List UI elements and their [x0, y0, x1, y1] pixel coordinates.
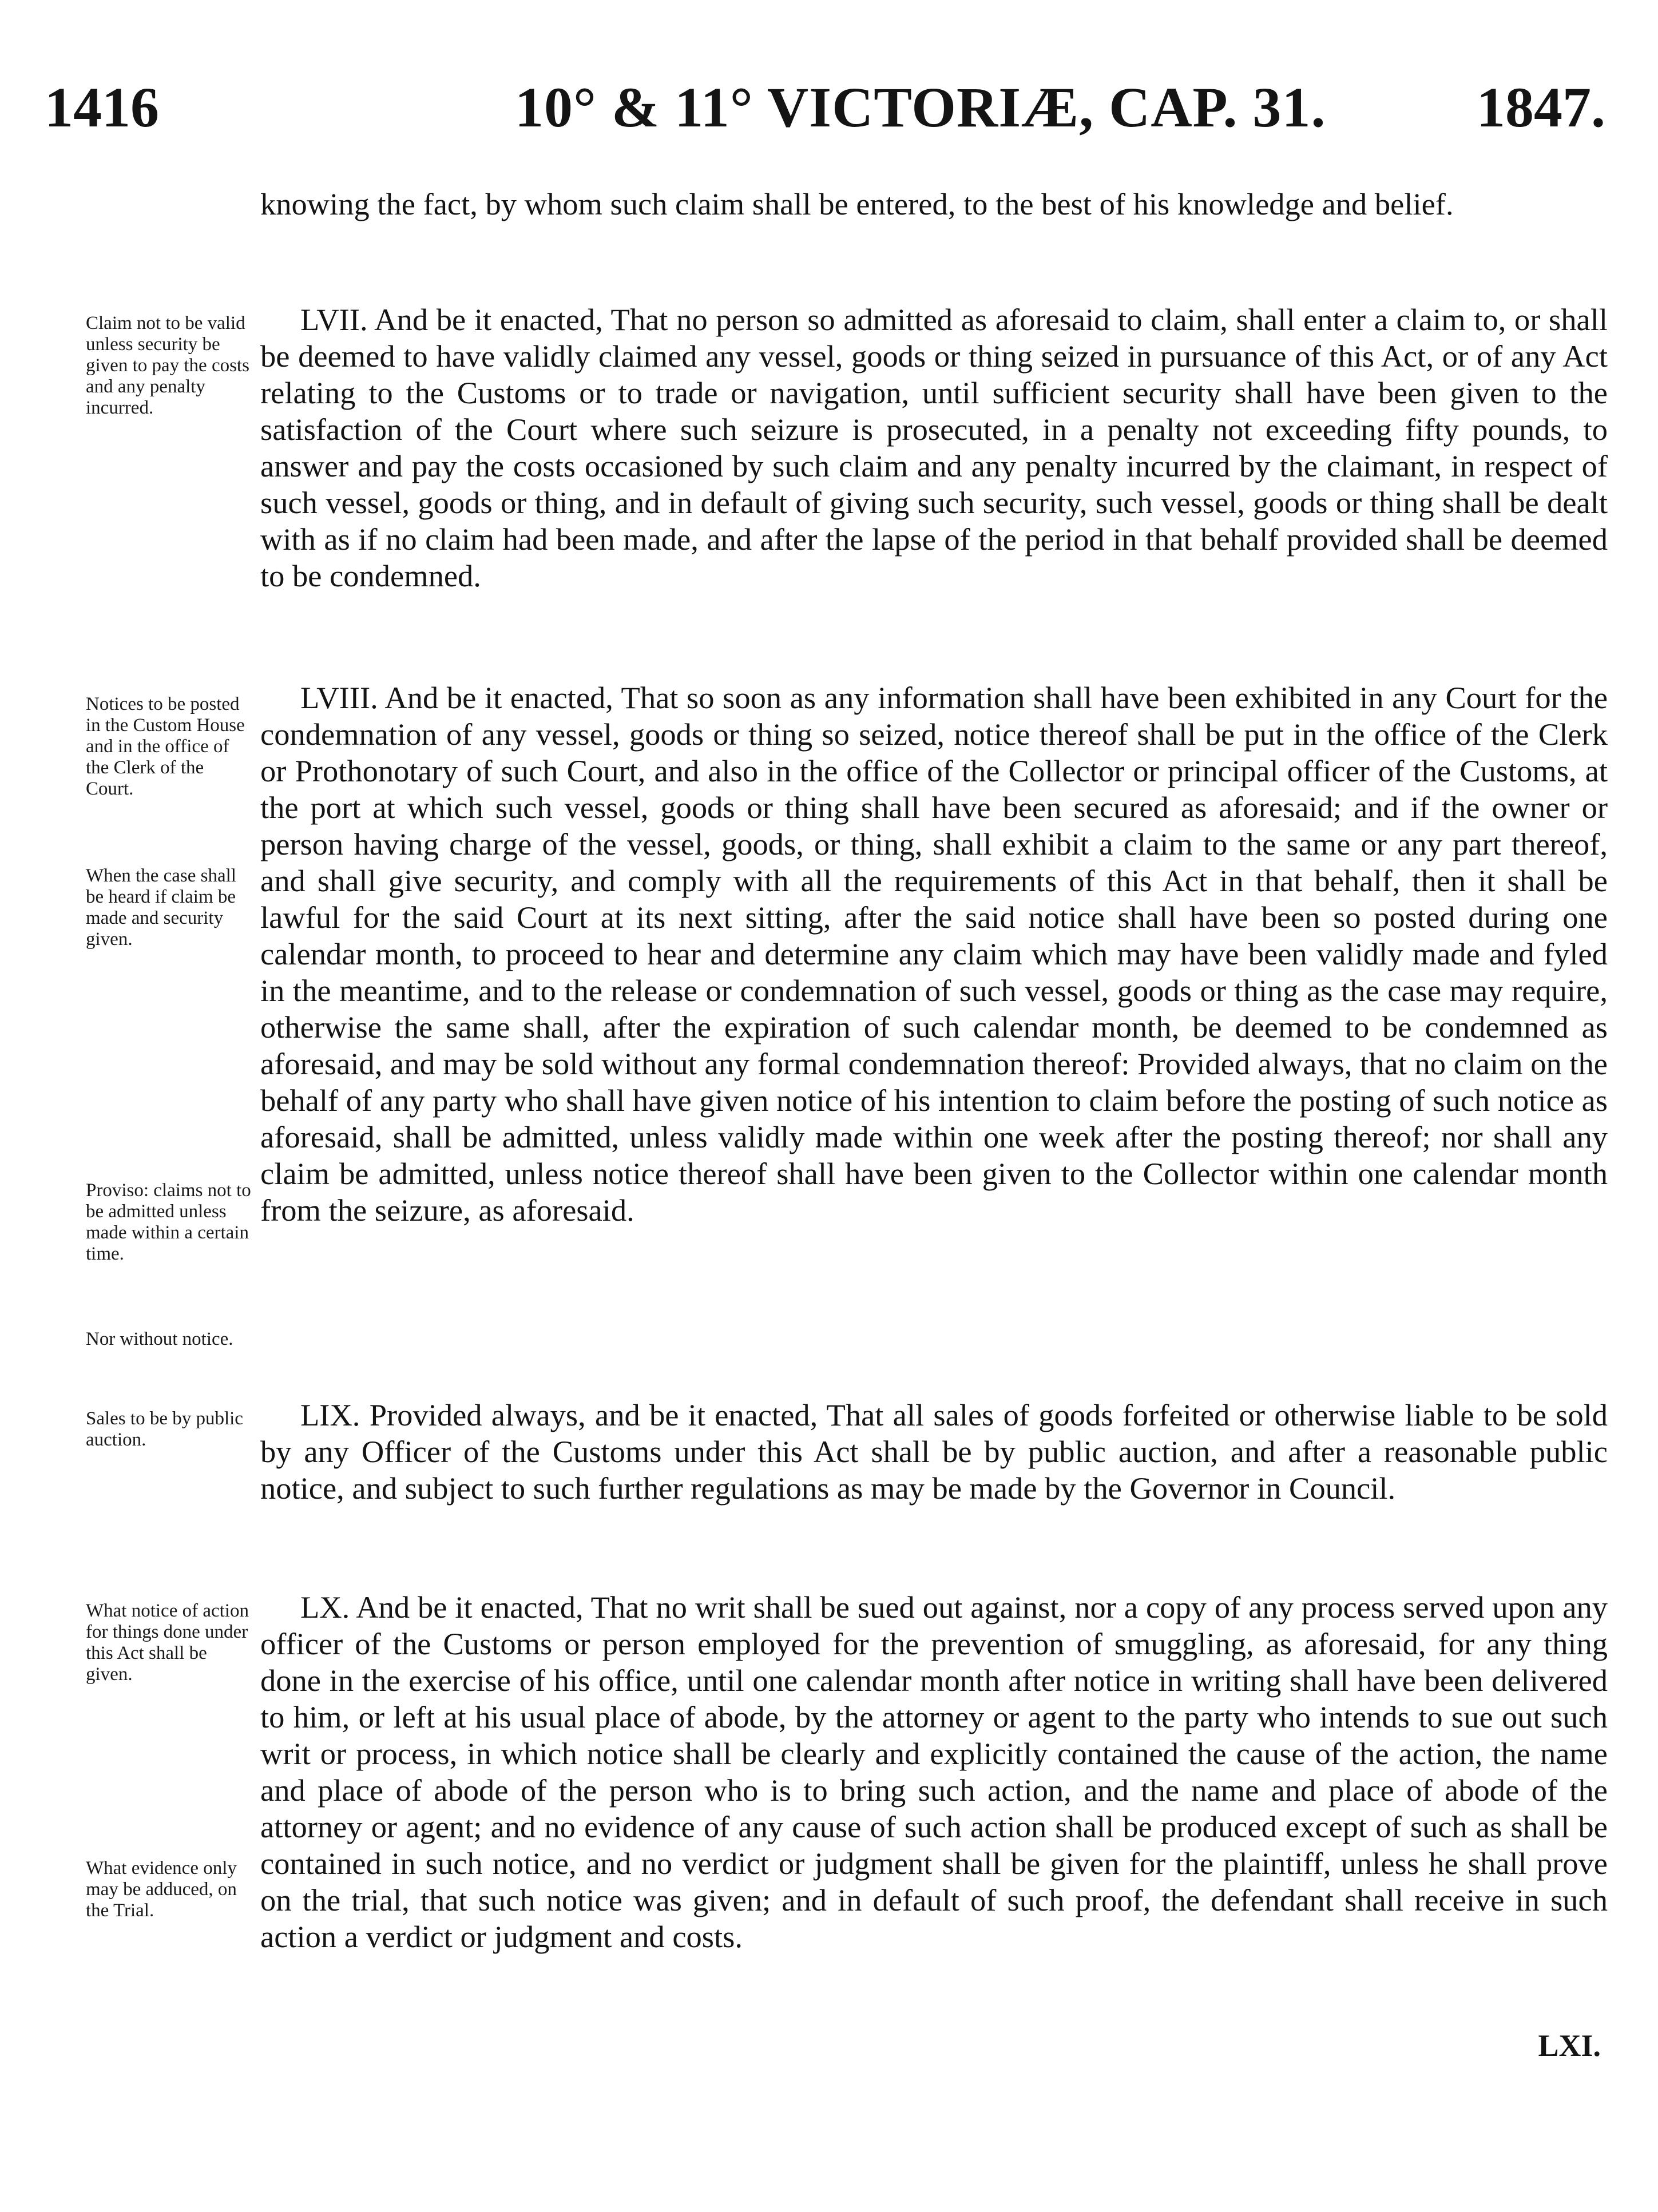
section-text: And be it enacted, That so soon as any information shall have been exhibited in any Court for the condemnation of any vessel, goods or thing so seized, notice thereof shall be put in the office of the Clerk or Prothonotary of such Court, and also in the office of the Collector or principal officer of the Customs, at the port at which such vessel, goods or thing shall have been secured as aforesaid; and if the owner or person having charge of the vessel, goods, or thing, shall exhibit a claim to the same or any part thereof, and shall give security, and comply with all the requirements of this Act in that behalf, then it shall be lawful for the said Court at its next sitting, after the said notice shall have been so posted during one calendar month, to proceed to hear and determine any claim which may have been validly made and fyled in the meantime, and to the release or condemnation of such vessel, goods or thing as the case may require, otherwise the same shall, after the expiration of such calendar month, be deemed to be condemned as aforesaid, and may be sold without any formal condemnation thereof: Provided always, that no claim on the behalf of any party who shall have given notice of his intention to claim before the posting of such notice as aforesaid, shall be admitted, unless validly made within one week after the posting thereof; nor shall any claim be admitted, unless notice thereof shall have been given to the Collector within one calendar month from the seizure, as aforesaid. [260, 680, 1608, 1228]
section-paragraph [260, 1397, 1608, 1507]
running-title: 10° & 11° VICTORIÆ, CAP. 31. [515, 76, 1326, 139]
page-number: 1416 [45, 76, 159, 139]
margin-note [86, 1329, 252, 1350]
year: 1847. [1477, 76, 1605, 139]
continuation-paragraph: knowing the fact, by whom such claim shall be entered, to the best of his knowledge and belief. [260, 186, 1454, 221]
catchword: LXI. [1538, 2028, 1601, 2063]
section-number: LVIII. [300, 680, 378, 715]
margin-note [86, 1408, 252, 1451]
section-text: And be it enacted, That no person so admitted as aforesaid to claim, shall enter a claim to, or shall be deemed to have validly claimed any vessel, goods or thing seized in pursuance of this Act, or of any Act relating to the Customs or to trade or navigation, until sufficient security shall have been given to the satisfaction of the Court where such seizure is prosecuted, in a penalty not exceeding fifty pounds, to answer and pay the costs occasioned by such claim and any penalty incurred by the claimant, in respect of such vessel, goods or thing, and in default of giving such security, such vessel, goods or thing shall be dealt with as if no claim had been made, and after the lapse of the period in that behalf provided shall be deemed to be condemned. [260, 302, 1608, 593]
margin-note [86, 313, 252, 419]
margin-note [86, 694, 252, 800]
section-body [260, 1589, 1608, 1955]
margin-note-text: What notice of action for things done under this Act shall be given. [86, 1601, 249, 1685]
continuation-text [260, 186, 1608, 223]
section-body [260, 1397, 1608, 1507]
section-paragraph [260, 1589, 1608, 1955]
running-header [0, 74, 1658, 154]
margin-note-text: Proviso: claims not to be admitted unless made within a certain time. [86, 1180, 251, 1264]
margin-note [86, 1180, 252, 1265]
margin-note-text: Sales to be by public auction. [86, 1408, 243, 1450]
section-body [260, 301, 1608, 594]
section-body [260, 680, 1608, 1229]
section-number: LVII. [300, 302, 368, 337]
margin-note-text: Notices to be posted in the Custom House and in the office of the Clerk of the Court. [86, 694, 245, 799]
section-number: LX. [300, 1590, 350, 1625]
margin-note [86, 865, 252, 950]
margin-note-text: Nor without notice. [86, 1329, 233, 1349]
section-paragraph [260, 301, 1608, 594]
margin-note [86, 1858, 252, 1921]
margin-note-text: When the case shall be heard if claim be made and security given. [86, 865, 236, 950]
margin-note [86, 1601, 252, 1685]
section-text: Provided always, and be it enacted, That all sales of goods forfeited or otherwise liable to be sold by any Officer of the Customs under this Act shall be by public auction, and after a reasonable public notice, and subject to such further regulations as may be made by the Governor in Council. [260, 1397, 1608, 1506]
section-paragraph [260, 680, 1608, 1229]
margin-note-text: Claim not to be valid unless security be given to pay the costs and any penalty incurred. [86, 313, 249, 418]
section-number: LIX. [300, 1397, 360, 1432]
margin-note-text: What evidence only may be adduced, on the Trial. [86, 1858, 237, 1921]
section-text: And be it enacted, That no writ shall be sued out against, nor a copy of any process served upon any officer of the Customs or person employed for the prevention of smuggling, as aforesaid, for any thing done in the exercise of his office, until one calendar month after notice in writing shall have been delivered to him, or left at his usual place of abode, by the attorney or agent to the party who intends to sue out such writ or process, in which notice shall be clearly and explicitly contained the cause of the action, the name and place of abode of the person who is to bring such action, and the name and place of abode of the attorney or agent; and no evidence of any cause of such action shall be produced except of such as shall be contained in such notice, and no verdict or judgment shall be given for the plaintiff, unless he shall prove on the trial, that such notice was given; and in default of such proof, the defendant shall receive in such action a verdict or judgment and costs. [260, 1590, 1608, 1954]
